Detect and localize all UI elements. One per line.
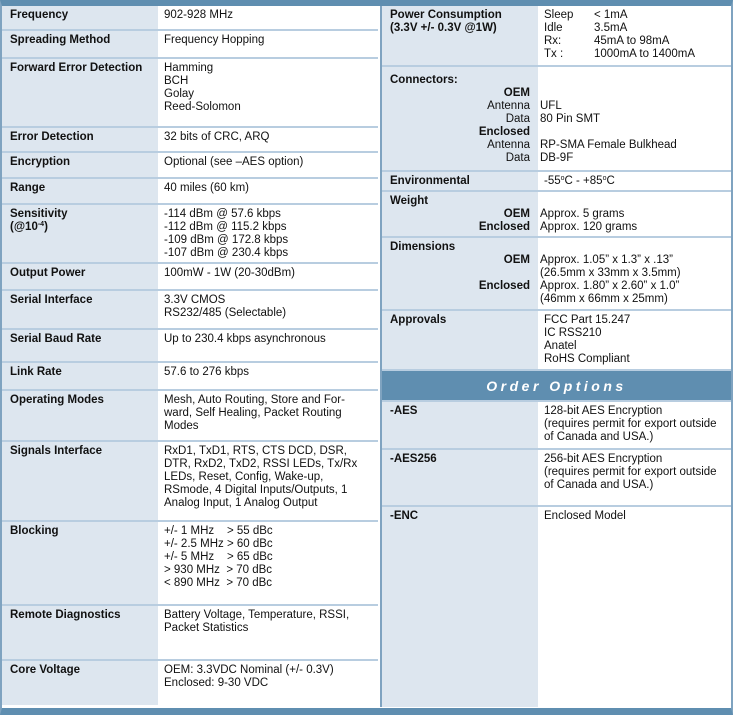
spec-label: Weight OEM Enclosed xyxy=(382,192,538,236)
spec-value: -114 dBm @ 57.6 kbps -112 dBm @ 115.2 kbps -109 dBm @ 172.8 kbps -107 dBm @ 230.4 kbps xyxy=(164,208,289,259)
spec-label: Serial Baud Rate xyxy=(2,330,158,361)
spec-row-dimensions xyxy=(382,238,731,311)
spec-value: Up to 230.4 kbps asynchronous xyxy=(164,333,326,345)
spec-value: RxD1, TxD1, RTS, CTS DCD, DSR, DTR, RxD2, TxD2, RSSI LEDs, Tx/Rx LEDs, Reset, Config, Wake-up, RSmode, 4 Digital Inputs/Outputs, 1 Analog Input, 1 Analog Output xyxy=(164,445,358,509)
spec-row-connectors xyxy=(382,67,731,172)
spec-row-weight xyxy=(382,192,731,238)
right-spec-column xyxy=(380,6,731,707)
spec-label: Error Detection xyxy=(2,128,158,151)
spec-label: Forward Error Detection xyxy=(2,59,158,126)
spec-label: Dimensions OEM Enclosed xyxy=(382,238,538,309)
spec-label: Core Voltage xyxy=(2,661,158,705)
spec-label: Serial Interface xyxy=(2,291,158,328)
order-description: 128-bit AES Encryption (requires permit for export outside of Canada and USA.) xyxy=(544,405,717,443)
order-code: -ENC xyxy=(382,507,538,707)
spec-value: 32 bits of CRC, ARQ xyxy=(164,131,270,143)
spec-row-encryption xyxy=(2,153,378,179)
spec-row-serial-baud-rate xyxy=(2,330,378,363)
spec-row-operating-modes xyxy=(2,391,378,442)
spec-value: 100mW - 1W (20-30dBm) xyxy=(164,267,296,279)
order-code: -AES xyxy=(382,402,538,448)
spec-value: FCC Part 15.247 IC RSS210 Anatel RoHS Compliant xyxy=(544,314,631,365)
order-option-enc xyxy=(382,507,731,707)
spec-label: Environmental xyxy=(382,172,538,190)
spec-label: Sensitivity $(@10^{-4})$ xyxy=(2,205,158,262)
spec-value: Battery Voltage, Temperature, RSSI, Packet Statistics xyxy=(164,609,350,634)
spec-label: Operating Modes xyxy=(2,391,158,440)
spec-row-power-consumption xyxy=(382,6,731,67)
spec-row-link-rate xyxy=(2,363,378,391)
order-options-header: Order Options xyxy=(382,371,731,402)
spec-row-remote-diagnostics xyxy=(2,606,378,661)
spec-value: UFL 80 Pin SMT RP-SMA Female Bulkhead DB-9F xyxy=(540,100,677,164)
spec-label: Approvals xyxy=(382,311,538,369)
order-description: 256-bit AES Encryption (requires permit for export outside of Canada and USA.) xyxy=(544,453,717,491)
spec-value: 902-928 MHz xyxy=(164,9,234,21)
spec-row-forward-error-detection xyxy=(2,59,378,128)
order-description: Enclosed Model xyxy=(544,510,626,522)
spec-row-environmental xyxy=(382,172,731,192)
spec-value: 3.3V CMOS RS232/485 (Selectable) xyxy=(164,294,287,319)
spec-value: $-55^oC - +85^oC$ xyxy=(544,175,615,187)
spec-label: Encryption xyxy=(2,153,158,177)
spec-label: Connectors: OEM Antenna Data Enclosed Antenna Data xyxy=(382,67,538,170)
spec-label: Frequency xyxy=(2,6,158,29)
spec-value: Mesh, Auto Routing, Store and For- ward, Self Healing, Packet Routing Modes xyxy=(164,394,345,432)
order-option-aes256 xyxy=(382,450,731,507)
spec-label: Remote Diagnostics xyxy=(2,606,158,659)
spec-value: +/- 1 MHz > 55 dBc +/- 2.5 MHz > 60 dBc +/- 5 MHz > 65 dBc > 930 MHz > 70 dBc < 890 MHz > 70 dBc xyxy=(164,525,273,589)
order-code: -AES256 xyxy=(382,450,538,505)
spec-label: Spreading Method xyxy=(2,31,158,57)
spec-label: Signals Interface xyxy=(2,442,158,520)
spec-value: 57.6 to 276 kbps xyxy=(164,366,250,378)
spec-row-output-power xyxy=(2,264,378,291)
spec-row-frequency xyxy=(2,6,378,31)
spec-label: Power Consumption (3.3V +/- 0.3V @1W) xyxy=(382,6,538,65)
spec-label: Output Power xyxy=(2,264,158,289)
spec-row-signals-interface xyxy=(2,442,378,522)
spec-row-sensitivity xyxy=(2,205,378,264)
spec-value: 40 miles (60 km) xyxy=(164,182,249,194)
spec-row-approvals xyxy=(382,311,731,371)
order-option-aes xyxy=(382,402,731,450)
spec-row-serial-interface xyxy=(2,291,378,330)
spec-row-error-detection xyxy=(2,128,378,153)
spec-row-core-voltage xyxy=(2,661,378,705)
left-spec-column xyxy=(2,6,378,705)
spec-row-blocking xyxy=(2,522,378,606)
spec-value: OEM: 3.3VDC Nominal (+/- 0.3V) Enclosed: 9-30 VDC xyxy=(164,664,334,689)
spec-value: Optional (see –AES option) xyxy=(164,156,304,168)
spec-row-spreading-method xyxy=(2,31,378,59)
spec-value: Approx. 5 grams Approx. 120 grams xyxy=(540,208,638,233)
spec-label: Link Rate xyxy=(2,363,158,389)
spec-label: Range xyxy=(2,179,158,203)
spec-value: Sleep < 1mA Idle 3.5mA Rx: 45mA to 98mA Tx : 1000mA to 1400mA xyxy=(544,9,696,60)
spec-value: Approx. 1.05” x 1.3” x .13” (26.5mm x 33mm x 3.5mm) Approx. 1.80” x 2.60” x 1.0” (46mm x 66mm x 25mm) xyxy=(540,254,681,305)
spec-value: Hamming BCH Golay Reed-Solomon xyxy=(164,62,241,113)
spec-value: Frequency Hopping xyxy=(164,34,265,46)
spec-row-range xyxy=(2,179,378,205)
spec-label: Blocking xyxy=(2,522,158,604)
